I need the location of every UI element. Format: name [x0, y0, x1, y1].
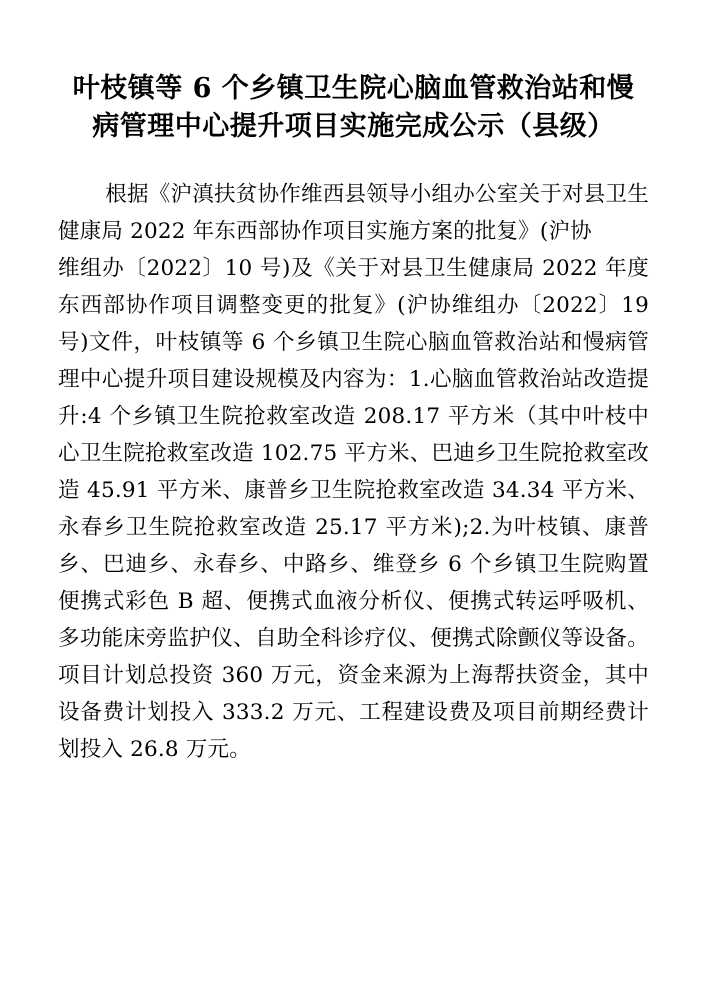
page-title: 叶枝镇等 6 个乡镇卫生院心脑血管救治站和慢病管理中心提升项目实施完成公示（县级） — [72, 73, 635, 142]
document-body — [58, 176, 649, 768]
paragraph-2: 维组办〔2022〕10 号)及《关于对县卫生健康局 2022 年度东西部协作项目调整变更的批复》(沪协维组办〔2022〕19 号)文件，叶枝镇等 6 个乡镇卫生院心脑血管救治站和慢病管理中心提升项目建设规模及内容为：1.心脑血管救治站改造提升:4 个乡镇卫生院抢救室改造 208.17 平方米（其中叶枝中心卫生院抢救室改造 102.75 平方米、巴迪乡卫生院抢救室改造 45.91 平方米、康普乡卫生院抢救室改造 34.34 平方米、永春乡卫生院抢救室改造 25.17 平方米);2.为叶枝镇、康普乡、巴迪乡、永春乡、中路乡、维登乡 6 个乡镇卫生院购置便携式彩色 B 超、便携式血液分析仪、便携式转运呼吸机、多功能床旁监护仪、自助全科诊疗仪、便携式除颤仪等设备。项目计划总投资 360 万元，资金来源为上海帮扶资金，其中设备费计划投入 333.2 万元、工程建设费及项目前期经费计划投入 26.8 万元。 — [58, 256, 649, 762]
paragraph-1: 根据《沪滇扶贫协作维西县领导小组办公室关于对县卫生健康局 2022 年东西部协作项目实施方案的批复》(沪协 — [58, 182, 649, 244]
